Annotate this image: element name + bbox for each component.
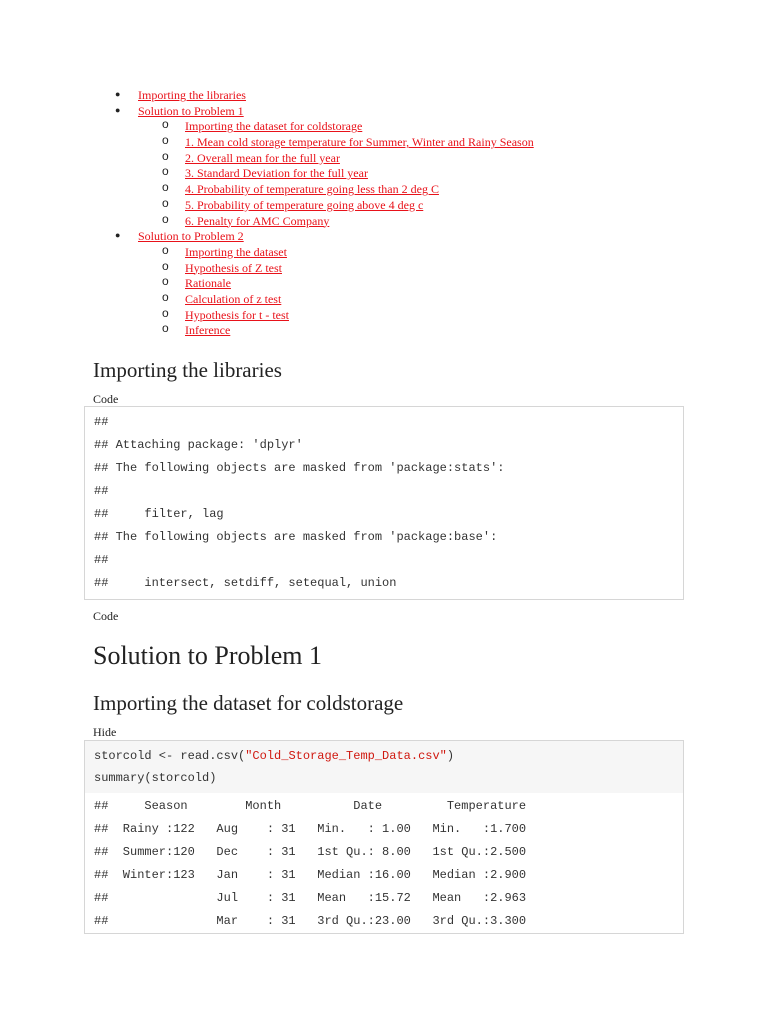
output-line: ## Attaching package: 'dplyr'	[94, 438, 303, 452]
toc-item	[0, 228, 768, 244]
circle-bullet-icon: o	[162, 258, 169, 273]
code-block	[84, 740, 684, 934]
toc-item	[0, 118, 768, 134]
toc-item	[0, 275, 768, 291]
circle-bullet-icon: o	[162, 274, 169, 289]
circle-bullet-icon: o	[162, 289, 169, 304]
circle-bullet-icon: o	[162, 242, 169, 257]
bullet-icon: ●	[115, 104, 121, 115]
output-line: ##	[94, 484, 109, 498]
toc-item	[0, 103, 768, 119]
toc-link-overall-mean[interactable]: 2. Overall mean for the full year	[185, 150, 340, 165]
circle-bullet-icon: o	[162, 180, 169, 195]
output-line: ## Rainy :122 Aug : 31 Min. : 1.00 Min. :1.700	[94, 822, 527, 836]
toc-link-importing-dataset[interactable]: Importing the dataset	[185, 244, 287, 259]
bullet-icon: ●	[115, 230, 121, 241]
toc-link-solution-problem-2[interactable]: Solution to Problem 2	[138, 229, 244, 244]
toc-link-hypothesis-z-test[interactable]: Hypothesis of Z test	[185, 260, 282, 275]
code-output-block	[84, 406, 684, 600]
toc-item	[0, 150, 768, 166]
circle-bullet-icon: o	[162, 164, 169, 179]
toc-link-probability-above-4[interactable]: 5. Probability of temperature going above 4 deg c	[185, 197, 424, 212]
toc-link-rationale[interactable]: Rationale	[185, 276, 231, 291]
output-line: ##	[94, 553, 109, 567]
toc-link-inference[interactable]: Inference	[185, 323, 231, 338]
output-line: ## The following objects are masked from 'package:base':	[94, 530, 498, 544]
code-toggle-button[interactable]: Code	[93, 609, 119, 623]
output-line: ## Winter:123 Jan : 31 Median :16.00 Median :2.900	[94, 868, 527, 882]
circle-bullet-icon: o	[162, 148, 169, 163]
circle-bullet-icon: o	[162, 321, 169, 336]
code-output	[85, 793, 683, 933]
circle-bullet-icon: o	[162, 133, 169, 148]
string-literal: "Cold_Storage_Temp_Data.csv"	[245, 749, 447, 763]
table-of-contents	[0, 87, 768, 338]
toc-link-calculation-z-test[interactable]: Calculation of z test	[185, 291, 282, 306]
source-code	[85, 741, 683, 793]
toc-link-importing-libraries[interactable]: Importing the libraries	[138, 88, 246, 102]
toc-item	[0, 260, 768, 276]
toc-link-importing-dataset-coldstorage[interactable]: Importing the dataset for coldstorage	[185, 119, 363, 134]
toc-link-hypothesis-t-test[interactable]: Hypothesis for t - test	[185, 307, 289, 322]
output-line: ## Season Month Date Temperature	[94, 799, 527, 813]
toc-item	[0, 87, 768, 103]
toc-item	[0, 291, 768, 307]
toc-item	[0, 181, 768, 197]
output-line: ## The following objects are masked from 'package:stats':	[94, 461, 505, 475]
toc-item	[0, 307, 768, 323]
toc-link-mean-cold-storage[interactable]: 1. Mean cold storage temperature for Summer, Winter and Rainy Season	[185, 135, 534, 150]
circle-bullet-icon: o	[162, 195, 169, 210]
circle-bullet-icon: o	[162, 305, 169, 320]
section-heading-libraries: Importing the libraries	[93, 358, 282, 382]
circle-bullet-icon: o	[162, 117, 169, 132]
code-toggle-button[interactable]: Code	[93, 392, 119, 406]
toc-link-penalty-amc[interactable]: 6. Penalty for AMC Company	[185, 213, 330, 228]
output-line: ## Summer:120 Dec : 31 1st Qu.: 8.00 1st Qu.:2.500	[94, 845, 527, 859]
section-heading-problem-1: Solution to Problem 1	[93, 641, 322, 670]
output-line: ## Mar : 31 3rd Qu.:23.00 3rd Qu.:3.300	[94, 914, 527, 928]
toc-item	[0, 134, 768, 150]
subsection-heading-dataset: Importing the dataset for coldstorage	[93, 691, 404, 715]
source-line: summary(storcold)	[94, 771, 217, 785]
bullet-icon: ●	[115, 89, 121, 99]
toc-item	[0, 322, 768, 338]
output-line: ## intersect, setdiff, setequal, union	[94, 576, 397, 590]
output-line: ## Jul : 31 Mean :15.72 Mean :2.963	[94, 891, 527, 905]
toc-item	[0, 197, 768, 213]
toc-link-solution-problem-1[interactable]: Solution to Problem 1	[138, 103, 244, 118]
toc-link-standard-deviation[interactable]: 3. Standard Deviation for the full year	[185, 166, 368, 181]
output-line: ## filter, lag	[94, 507, 224, 521]
toc-item	[0, 244, 768, 260]
circle-bullet-icon: o	[162, 211, 169, 226]
source-line: storcold <- read.csv("Cold_Storage_Temp_Data.csv")	[94, 749, 455, 763]
toc-item	[0, 213, 768, 229]
toc-item	[0, 165, 768, 181]
hide-code-button[interactable]: Hide	[93, 725, 117, 739]
toc-link-probability-less-2[interactable]: 4. Probability of temperature going less than 2 deg C	[185, 182, 439, 197]
output-line: ##	[94, 415, 109, 429]
